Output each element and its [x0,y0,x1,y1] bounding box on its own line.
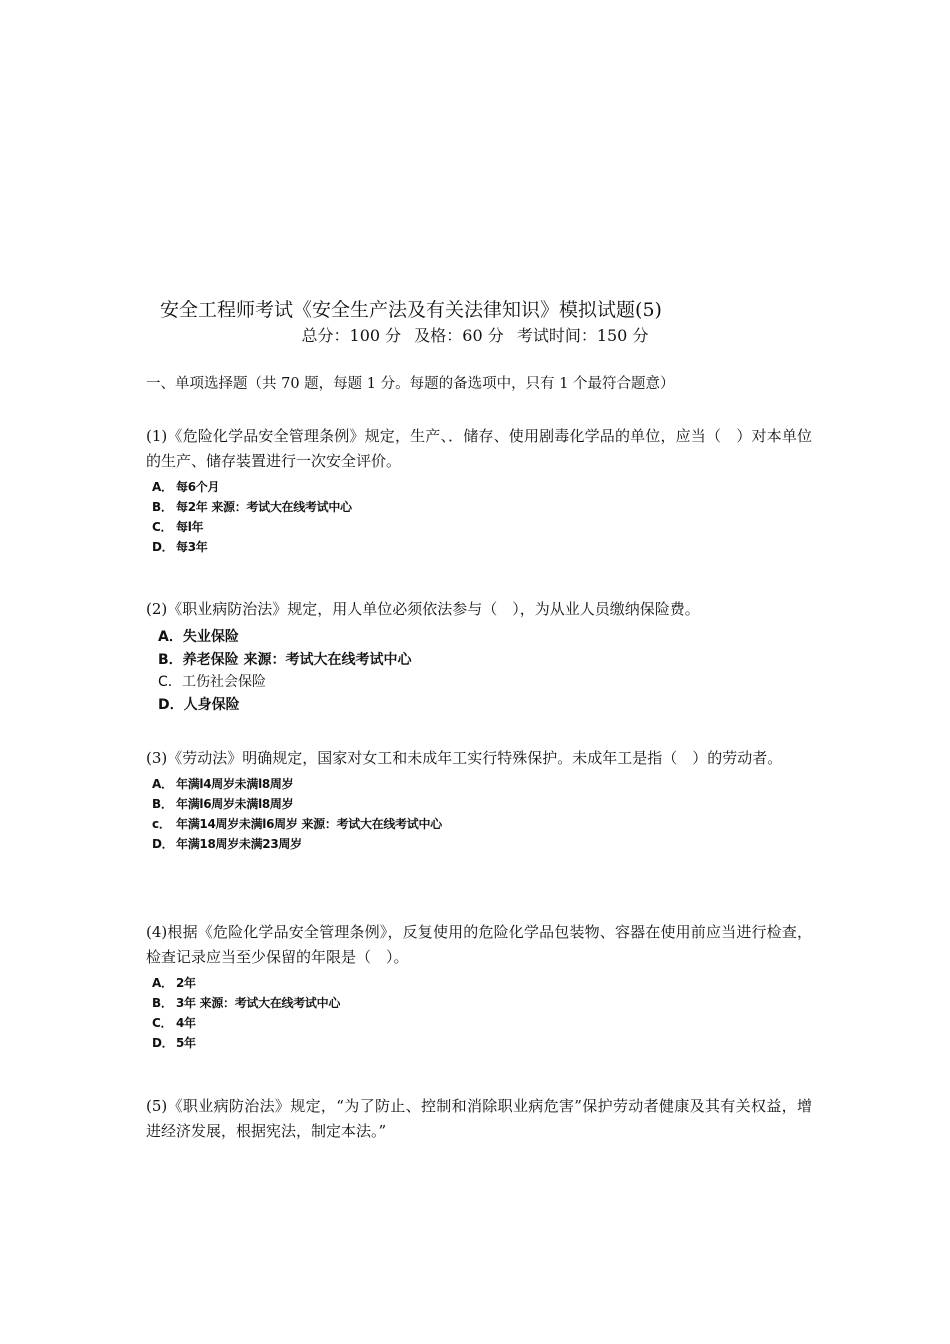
option-d: D． 5年 [152,1036,196,1050]
question-4 [146,920,812,1053]
title-text: 安全工程师考试《安全生产法及有关法律知识》模拟试题(5) [160,299,662,321]
question-stem: (5)《职业病防治法》规定，“为了防止、控制和消除职业病危害”保护劳动者健康及其有关权益，增进经济发展，根据宪法，制定本法。” [146,1097,812,1140]
question-5 [146,1094,812,1144]
question-stem: (1)《危险化学品安全管理条例》规定，生产、．储存、使用剧毒化学品的单位，应当（ ）对本单位的生产、储存装置进行一次安全评价。 [146,427,812,470]
option-a: A． 年满l4周岁未满l8周岁 [152,777,294,791]
option-c: C． 每l年 [152,520,204,534]
question-stem: (2)《职业病防治法》规定，用人单位必须依法参与（ ），为从业人员缴纳保险费。 [146,600,700,618]
option-list [158,626,812,716]
exam-time: 考试时间：150 分 [516,326,649,345]
pass-score: 及格：60 分 [414,326,504,345]
section-heading: 一、单项选择题（共 70 题，每题 1 分。每题的备选项中，只有 1 个最符合题意） [146,376,675,392]
option-list [152,973,812,1053]
question-stem: (3)《劳动法》明确规定，国家对女工和未成年工实行特殊保护。未成年工是指（ ）的劳动者。 [146,749,783,767]
question-stem: (4)根据《危险化学品安全管理条例》，反复使用的危险化学品包装物、容器在使用前应当进行检查，检查记录应当至少保留的年限是（ ）。 [146,923,812,966]
document-title [0,297,950,323]
option-a: A． 2年 [152,976,196,990]
option-d: D． 每3年 [152,540,208,554]
question-3 [146,746,812,854]
option-b: B． 每2年 来源：考试大在线考试中心 [152,500,352,514]
option-c: c． 年满14周岁未满l6周岁 来源：考试大在线考试中心 [152,817,442,831]
exam-info [0,325,950,347]
option-d: D． 年满18周岁未满23周岁 [152,837,302,851]
question-1 [146,424,812,557]
option-c: C．工伤社会保险 [158,674,266,690]
option-a: A． 每6个月 [152,480,220,494]
option-a: A．失业保险 [158,629,239,645]
total-score: 总分：100 分 [301,326,402,345]
option-c: C． 4年 [152,1016,196,1030]
option-list [152,477,812,557]
option-d: D．人身保险 [158,696,240,713]
option-b: B．养老保险 来源：考试大在线考试中心 [158,651,412,668]
question-2 [146,597,812,716]
option-list [152,774,812,854]
option-b: B． 3年 来源：考试大在线考试中心 [152,996,341,1010]
option-b: B． 年满l6周岁未满l8周岁 [152,797,294,811]
